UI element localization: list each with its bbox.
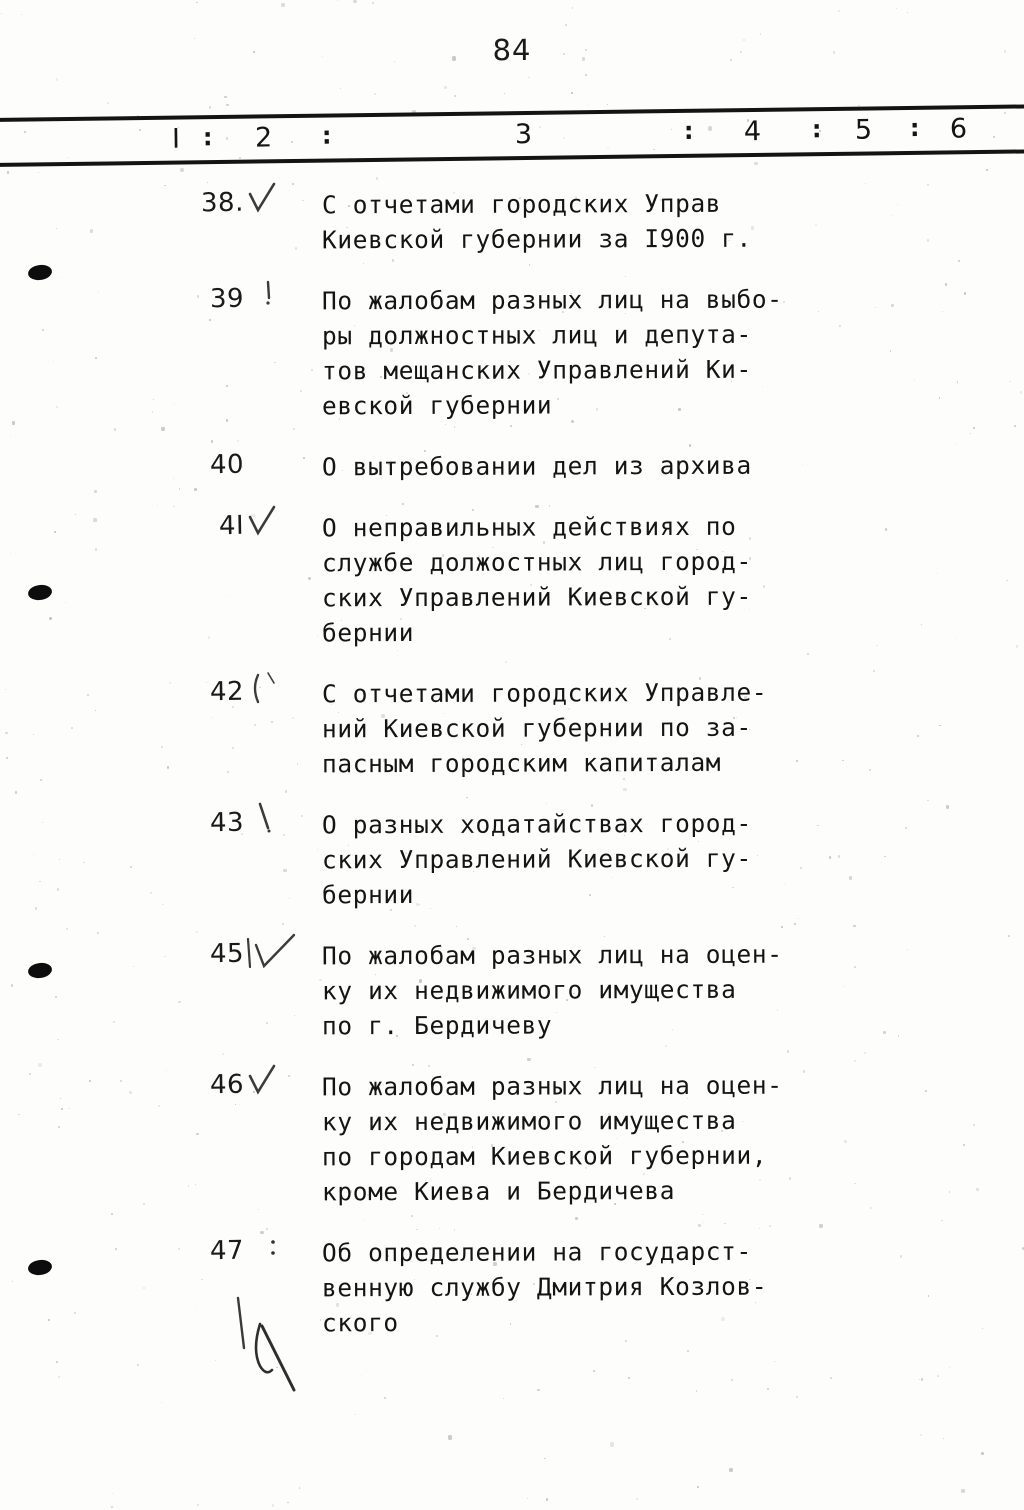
entry-description-line: кроме Киева и Бердичева [321,1175,676,1207]
entry-description-line: пасным городским капиталам [321,747,722,779]
inventory-entry [0,448,1024,483]
entry-number-cell [0,1068,322,1103]
entry-number: 46 [209,1069,245,1101]
entry-number-cell [0,282,322,317]
entry-description [322,1234,1024,1339]
entry-number-cell [0,509,322,544]
entry-number-cell [0,937,322,972]
entry-description-line: С отчетами городских Управле- [321,677,768,709]
inventory-listing [0,186,1024,1365]
entry-description [322,282,1024,422]
entry-description-line: По жалобам разных лиц на оцен- [321,1070,783,1102]
entry-description-line: евской губернии [321,390,553,421]
entry-description-line: О вытребовании дел из архива [321,450,752,482]
entry-number-cell [0,806,322,841]
entry-description-line: По жалобам разных лиц на оцен- [321,939,783,971]
column-number-3: 3 [514,119,533,151]
entry-description-line: ры должностных лиц и депута- [321,319,752,351]
column-separator: : [909,113,919,143]
entry-number-cell [0,186,322,221]
entry-description [322,806,1024,911]
entry-number: 40 [209,449,245,481]
entry-description [322,448,1024,483]
entry-description [322,1068,1024,1208]
inventory-entry [0,1068,1024,1208]
column-separator: : [683,116,693,146]
entry-number: 45 [209,938,245,970]
column-number-5: 5 [854,114,873,146]
page-number: 84 [492,32,532,68]
inventory-entry [0,937,1024,1042]
column-header-row [0,105,1024,168]
entry-description-line: По жалобам разных лиц на выбо- [321,284,783,316]
entry-description-line: по городам Киевской губернии, [321,1140,768,1172]
inventory-entry [0,186,1024,256]
inventory-entry [0,282,1024,422]
pencil-tick-small-mark-icon [260,278,280,306]
entry-description-line: по г. Бердичеву [321,1010,553,1041]
pencil-colon-mark-icon [266,1234,280,1264]
entry-description-line: ний Киевской губернии по за- [321,712,752,744]
entry-description-line: Киевской губернии за I900 г. [321,223,752,255]
entry-number: 42 [209,676,245,708]
inventory-entry [0,1234,1024,1339]
column-number-2: 2 [254,122,273,154]
entry-description-line: Об определении на государст- [321,1236,752,1268]
entry-description-line: тов мещанских Управлений Ки- [321,354,752,386]
entry-description-line: ку их недвижимого имущества [321,974,737,1006]
entry-number-cell [0,448,322,483]
entry-description-line: службе должостных лиц город- [321,546,752,578]
inventory-entry [0,806,1024,911]
inventory-entry [0,509,1024,649]
column-separator: : [321,121,331,150]
entry-description [322,186,1024,256]
pencil-check-mark-icon [246,182,280,216]
entry-description-line: венную службу Дмитрия Козлов- [321,1271,768,1303]
entry-description [322,675,1024,780]
entry-number: 4I [218,510,245,542]
entry-number: 43 [209,807,245,839]
pencil-check-mark-icon [246,505,280,539]
column-separator: : [811,115,821,144]
entry-number-cell [0,675,322,710]
entry-description-line: С отчетами городских Управ [321,188,722,220]
entry-description-line: О разных ходатайствах город- [321,808,752,840]
entry-number-cell [0,1234,322,1269]
pencil-check-wide-mark-icon [242,933,300,971]
column-number-4: 4 [743,116,762,148]
entry-description [322,509,1024,649]
entry-number: 47 [209,1235,245,1267]
column-number-I: I [171,123,181,155]
entry-number: 39 [209,283,245,315]
entry-description-line: ских Управлений Киевской гу- [321,581,752,613]
pencil-paren-mark-icon [250,671,280,705]
column-number-6: 6 [949,113,968,145]
entry-description-line: ку их недвижимого имущества [321,1105,737,1137]
column-separator: : [202,123,212,152]
entry-description-line: бернии [321,617,415,648]
entry-description-line: бернии [321,879,415,910]
entry-number: 38. [200,187,245,219]
inventory-entry [0,675,1024,780]
entry-description-line: О неправильных действиях по [321,511,737,543]
pencil-check-mark-icon [246,1064,280,1098]
entry-description [322,937,1024,1042]
entry-description-line: ских Управлений Киевской гу- [321,843,752,875]
pencil-backslash-mark-icon [254,802,280,834]
entry-description-line: ского [321,1308,399,1338]
